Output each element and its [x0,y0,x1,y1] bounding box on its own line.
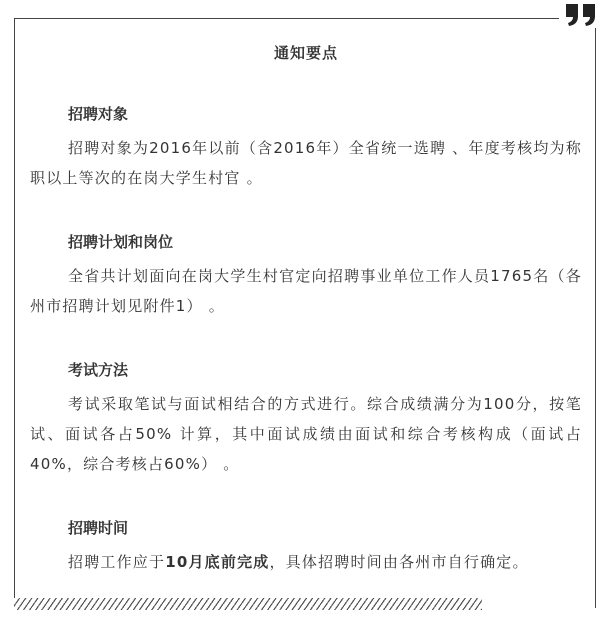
deadline-emphasis: 10月底前完成 [165,553,270,571]
section-exam-method [30,359,582,479]
section-recruitment-plan [30,231,582,321]
section-recruitment-target [30,103,582,193]
section-heading: 招聘对象 [68,105,129,123]
section-heading: 招聘时间 [68,519,129,537]
section-heading: 招聘计划和岗位 [68,233,174,251]
section-body [30,547,582,577]
section-recruitment-time [30,517,582,577]
notice-title: 通知要点 [273,44,338,62]
body-prefix: 招聘工作应于 [68,553,166,571]
section-heading: 考试方法 [68,361,129,379]
body-suffix: ，具体招聘时间由各州市自行确定。 [269,553,529,571]
closing-quote-icon [564,2,598,28]
section-body: 全省共计划面向在岗大学生村官定向招聘事业单位工作人员1765名（各州市招聘计划见附件1） 。 [30,267,582,315]
section-body: 招聘对象为2016年以前（含2016年）全省统一选聘 、年度考核均为称职以上等次的在岗大学生村官 。 [30,139,582,187]
section-body: 考试采取笔试与面试相结合的方式进行。综合成绩满分为100分，按笔试、面试各占50% 计算，其中面试成绩由面试和综合考核构成（面试占40%，综合考核占60%） 。 [30,395,582,473]
notice-content [30,30,582,615]
